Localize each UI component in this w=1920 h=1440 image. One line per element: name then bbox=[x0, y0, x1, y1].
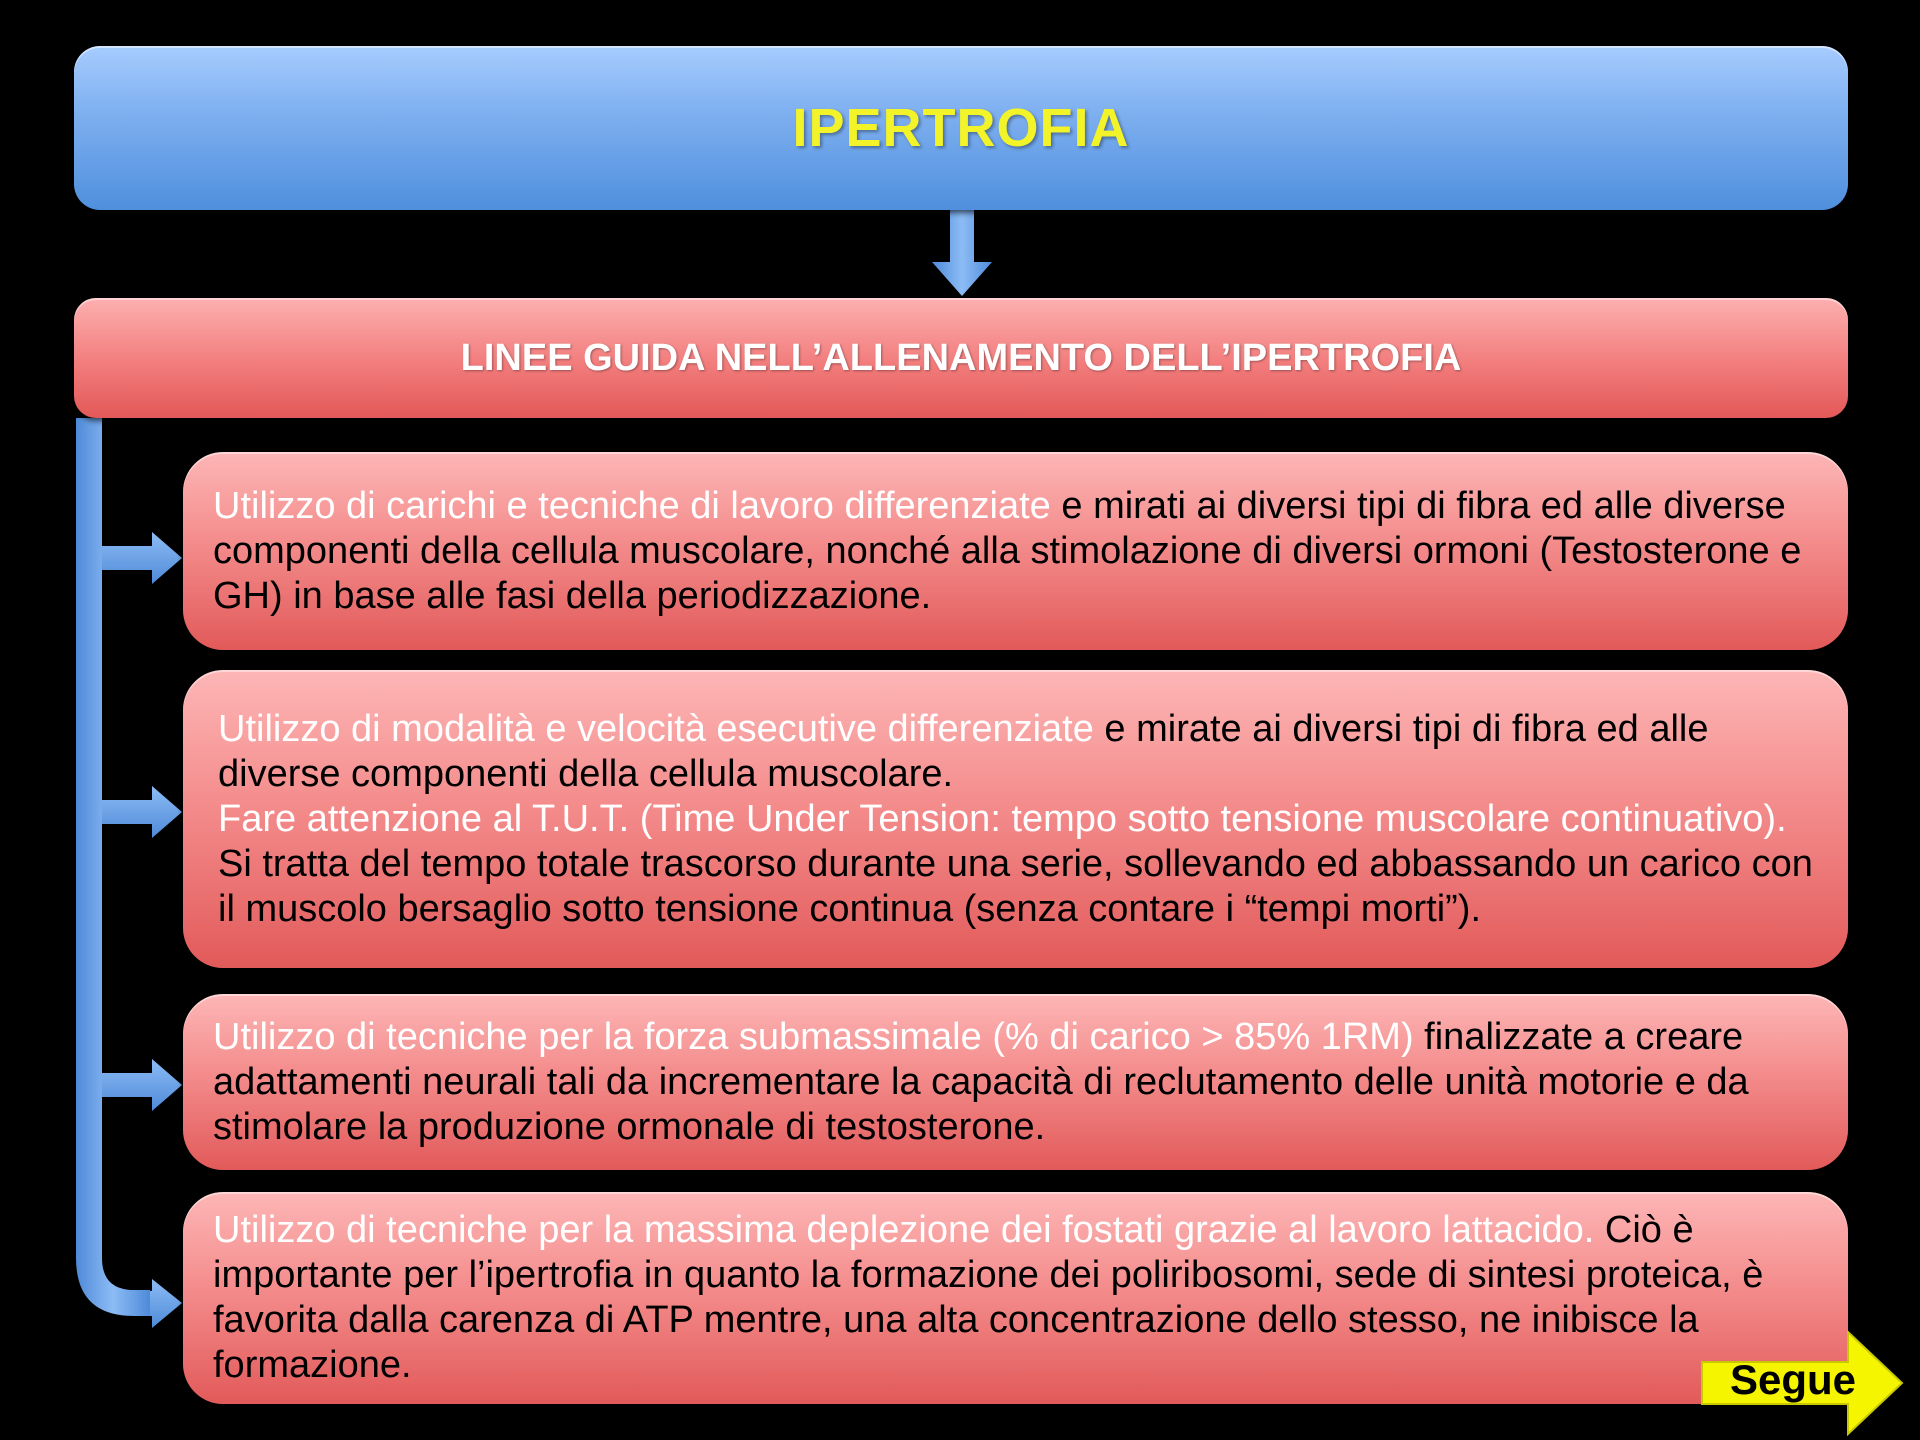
guideline-item-2-highlight: Utilizzo di modalità e velocità esecutive differenziate bbox=[218, 707, 1094, 750]
guideline-item-1-rest: e mirati ai diversi tipi di fibra ed alle diverse componenti della cellula muscolare, nonché alla stimolazione di diversi ormoni (Testosterone e GH) in base alle fasi della periodizzazione. bbox=[213, 484, 1802, 617]
page-title: IPERTROFIA bbox=[792, 98, 1130, 158]
branch-arrow-icon-4 bbox=[150, 1279, 182, 1328]
guideline-item-2-rest: e mirate ai diversi tipi di fibra ed alle diverse componenti della cellula muscolare. bbox=[218, 707, 1709, 795]
guidelines-header: LINEE GUIDA NELL’ALLENAMENTO DELL’IPERTROFIA bbox=[460, 336, 1462, 379]
next-button[interactable] bbox=[1700, 1330, 1905, 1436]
guideline-item-1 bbox=[183, 452, 1848, 650]
guideline-item-2-text bbox=[218, 707, 1818, 932]
guideline-item-3-rest: finalizzate a creare adattamenti neurali tali da incrementare la capacità di reclutamento delle unità motorie e da stimolare la produzione ormonale di testosterone. bbox=[213, 1015, 1749, 1148]
guidelines-header-box bbox=[74, 298, 1848, 418]
guideline-item-4 bbox=[183, 1192, 1848, 1404]
guideline-item-2 bbox=[183, 670, 1848, 968]
guideline-item-2-rest-2: Si tratta del tempo totale trascorso durante una serie, sollevando ed abbassando un carico con il muscolo bersaglio sotto tensione continua (senza contare i “tempi morti”). bbox=[218, 842, 1813, 930]
branch-arrow-icon-3 bbox=[102, 1059, 182, 1111]
branch-arrow-icon-1 bbox=[102, 532, 182, 584]
guideline-item-4-rest: Ciò è importante per l’ipertrofia in quanto la formazione dei poliribosomi, sede di sintesi proteica, è favorita dalla carenza di ATP mentre, una alta concentrazione dello stesso, ne inibisce la formazione. bbox=[213, 1209, 1764, 1386]
down-arrow-icon bbox=[932, 210, 992, 296]
branch-arrow-icon-2 bbox=[102, 786, 182, 838]
guideline-item-3 bbox=[183, 994, 1848, 1170]
guideline-item-2-highlight-2: Fare attenzione al T.U.T. (Time Under Tension: tempo sotto tensione muscolare continuativo). bbox=[218, 797, 1787, 840]
guideline-item-3-highlight: Utilizzo di tecniche per la forza submassimale (% di carico > 85% 1RM) bbox=[213, 1015, 1414, 1058]
guideline-item-1-text bbox=[213, 484, 1818, 619]
next-button-label: Segue bbox=[1730, 1356, 1857, 1403]
guideline-item-4-highlight: Utilizzo di tecniche per la massima deplezione dei fostati grazie al lavoro lattacido. bbox=[213, 1209, 1595, 1251]
guideline-item-4-text bbox=[213, 1208, 1818, 1388]
guideline-item-1-highlight: Utilizzo di carichi e tecniche di lavoro differenziate bbox=[213, 484, 1051, 527]
title-box bbox=[74, 46, 1848, 210]
guideline-item-3-text bbox=[213, 1015, 1818, 1150]
